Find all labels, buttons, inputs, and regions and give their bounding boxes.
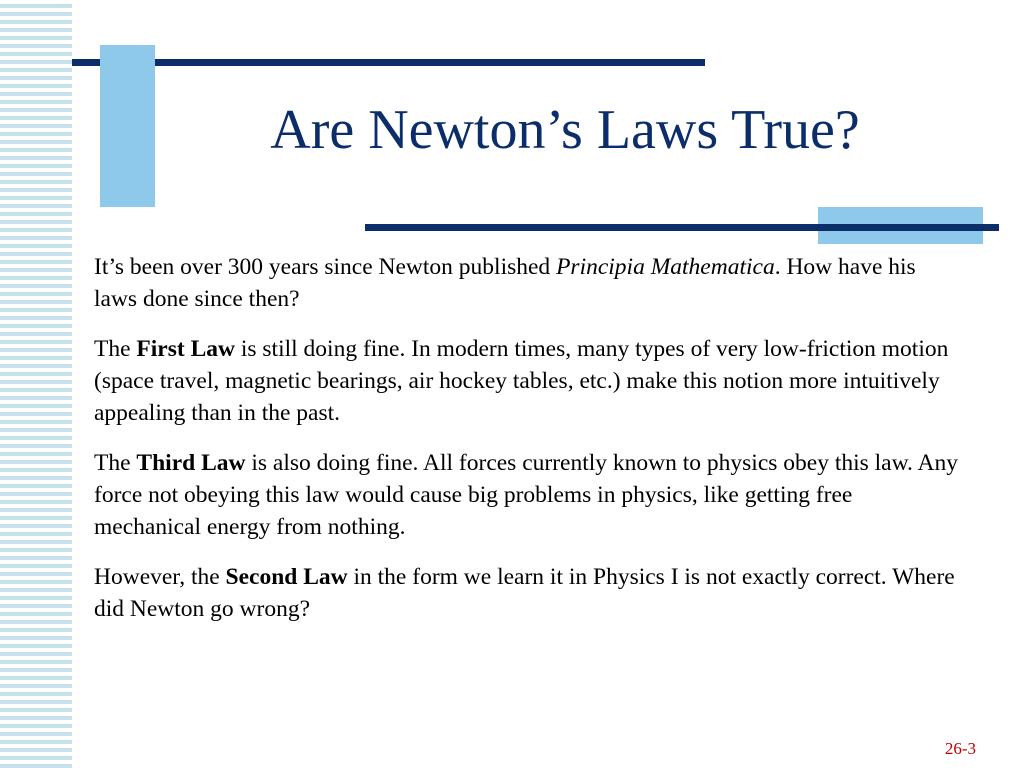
slide-body [94,251,964,643]
bottom-accent-bar [365,224,999,231]
first-law-label: First Law [136,336,235,362]
intro-end: . How have his laws done since then? [94,254,916,312]
intro-text: It’s been over 300 years since Newton published [94,254,557,280]
slide-title: Are Newton’s Laws True? [270,99,860,161]
second-law-text: in the form we learn it in Physics I is not exactly correct. Where did Newton go wrong? [94,564,955,622]
first-law-prefix: The [94,336,137,362]
first-law-text: is still doing fine. In modern times, many types of very low-friction motion (space travel, magnetic bearings, air hockey tables, etc.) make this notion more intuitively appealing than in the past. [94,336,949,426]
third-law-label: Third Law [136,450,246,476]
left-accent-block [100,45,155,207]
second-law-prefix: However, the [94,564,226,590]
book-title: Principia Mathematica [556,254,775,280]
side-stripe-pattern [0,0,72,768]
paragraph-third-law [94,447,964,543]
third-law-prefix: The [94,450,137,476]
paragraph-second-law [94,561,964,625]
paragraph-first-law [94,333,964,429]
third-law-text: is also doing fine. All forces currently known to physics obey this law. Any force not obeying this law would cause big problems in physics, like getting free mechanical energy from nothing. [94,450,958,540]
paragraph-intro [94,251,964,315]
top-accent-bar [72,59,705,66]
slide-number: 26-3 [944,739,976,758]
second-law-label: Second Law [225,564,348,590]
